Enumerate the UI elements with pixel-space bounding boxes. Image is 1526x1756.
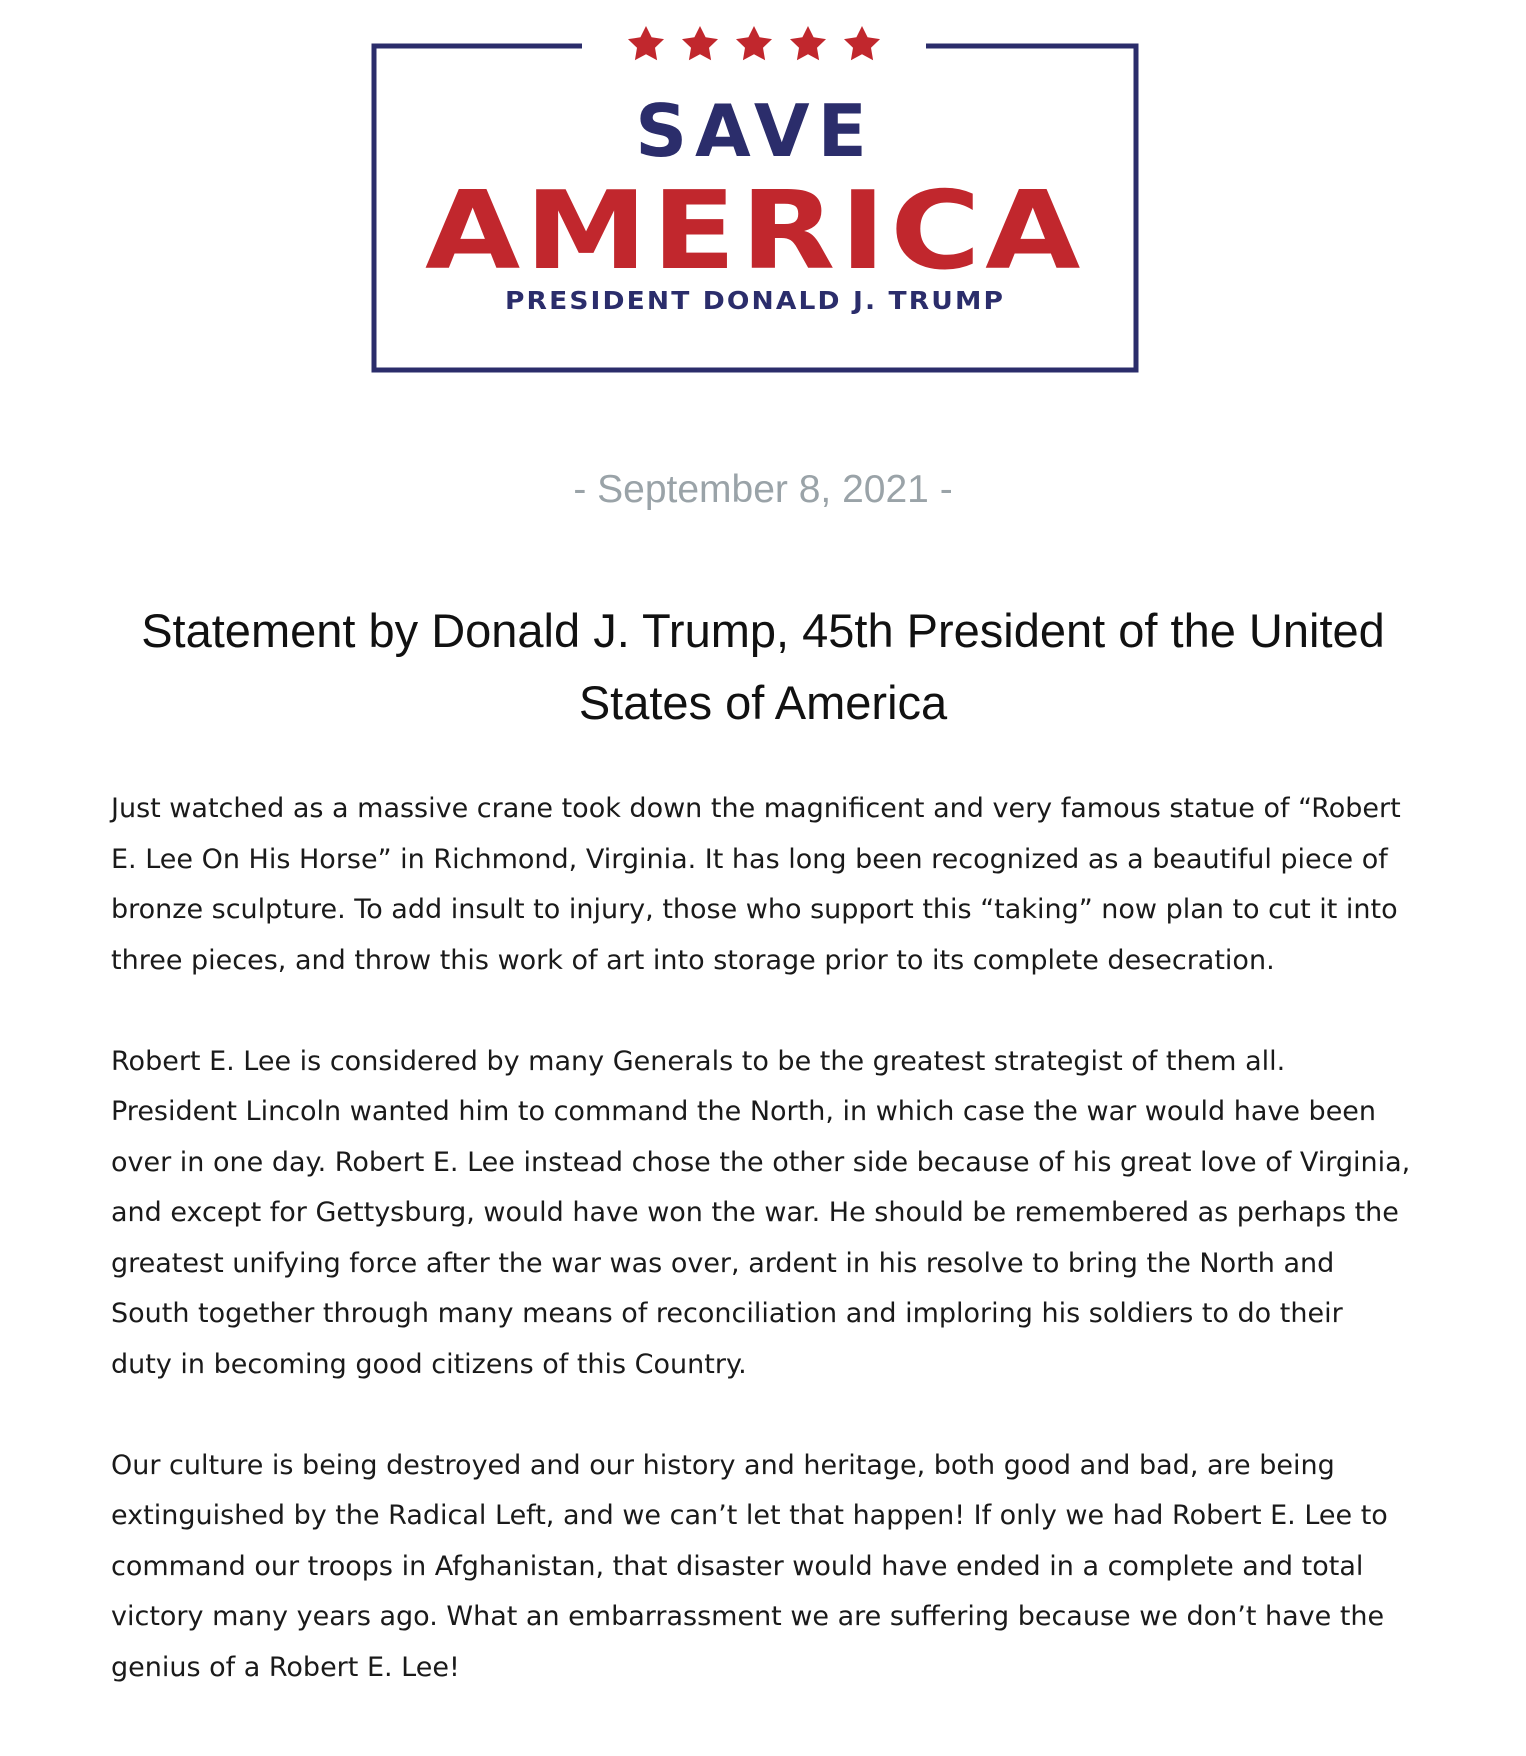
paragraph: Our culture is being destroyed and our history and heritage, both good and bad, are being extinguished by the Radical Left, and we can’t let that happen! If only we had Robert E. Lee to command our troops in Afghanistan, that disaster would have ended in a complete and total victory many years ago. What an embarrassment we are suffering because we don’t have the genius of a Robert E. Lee! [111, 1449, 1388, 1683]
logo-stars [628, 26, 880, 60]
paragraph: Robert E. Lee is considered by many Generals to be the greatest strategist of them all. President Lincoln wanted him to command the North, in which case the war would have been over in one day. Robert E. Lee instead chose the other side because of his great love of Virginia, and except for Gettysburg, would have won the war. He should be remembered as perhaps the greatest unifying force after the war was over, ardent in his resolve to bring the North and South together through many means of reconciliation and imploring his soldiers to do their duty in becoming good citizens of this Country. [111, 1045, 1411, 1380]
statement-date: - September 8, 2021 - [573, 468, 953, 511]
star-icon [844, 26, 880, 60]
statement-body [111, 784, 1411, 1744]
logo-save-text: SAVE [635, 89, 875, 173]
statement-title: Statement by Donald J. Trump, 45th President of the United States of America [141, 604, 1385, 729]
star-icon [790, 26, 826, 60]
paragraph: Just watched as a massive crane took down the magnificent and very famous statue of “Robert E. Lee On His Horse” in Richmond, Virginia. It has long been recognized as a beautiful piece of bronze sculpture. To add insult to injury, those who support this “taking” now plan to cut it into three pieces, and throw this work of art into storage prior to its complete desecration. [111, 793, 1401, 976]
star-icon [682, 26, 718, 60]
logo-subtitle-text: PRESIDENT DONALD J. TRUMP [505, 286, 1005, 315]
star-icon [628, 26, 664, 60]
logo-graphic [370, 26, 1142, 374]
save-america-logo [370, 26, 1142, 374]
star-icon [736, 26, 772, 60]
logo-america-text: AMERICA [425, 169, 1085, 294]
